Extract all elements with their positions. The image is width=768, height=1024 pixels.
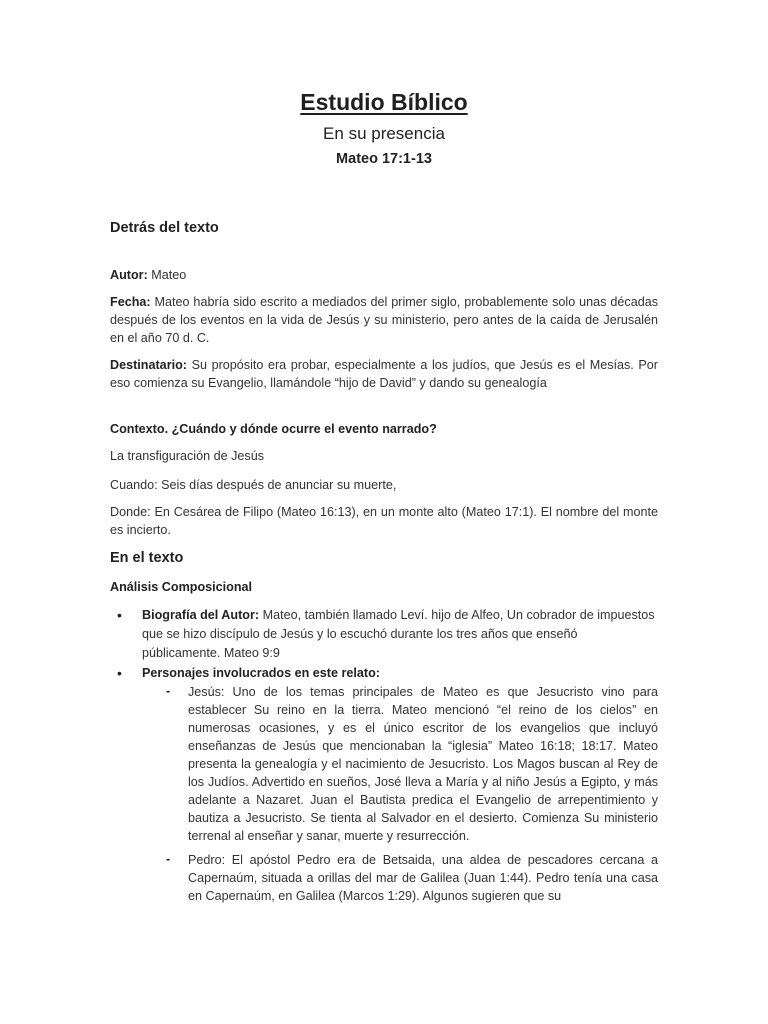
dash-glyph: - [166,684,171,698]
compositional-analysis-heading: Análisis Composicional [110,580,253,594]
bullet-list [110,606,658,683]
author-text: Mateo [147,268,187,282]
date-paragraph [110,293,658,347]
bullet-glyph: • [117,665,122,681]
bullet-text: Mateo, también llamado Leví. hijo de Alfeo, Un cobrador de impuestos que se hizo discípulo de Jesús y lo escuchó durante los tres años que enseñó públicamente. Mateo 9:9 [142,608,655,660]
character-text: Pedro: El apóstol Pedro era de Betsaida, una aldea de pescadores cercana a Capernaúm, situada a orillas del mar de Galilea (Juan 1:44). Pedro tenía una casa en Capernaúm, en Galilea (Marcos 1:29). Algunos sugieren que su [188,853,658,903]
recipient-paragraph [110,356,658,392]
author-label: Autor: [110,268,148,282]
date-label: Fecha: [110,295,151,309]
page-subtitle: En su presencia [323,124,445,143]
bullet-glyph: • [117,607,122,623]
list-item [110,606,658,664]
context-question: Contexto. ¿Cuándo y dónde ocurre el evento narrado? [110,422,437,436]
page-title: Estudio Bíblico [300,89,468,115]
character-text: Jesús: Uno de los temas principales de Mateo es que Jesucristo vino para establecer Su reino en la tierra. Mateo mencionó “el reino de los cielos” en numerosas ocasiones, y es el único escritor de los evangelios que incluyó enseñanzas de Jesús que mencionaban la “iglesia” Mateo 16:18; 18:17. Mateo presenta la genealogía y el nacimiento de Jesucristo. Los Magos buscan al Rey de los Judíos. Advertido en sueños, José lleva a María y al niño Jesús a Egipto, y más adelante a Nazaret. Juan el Bautista predica el Evangelio de arrepentimiento y bautiza a Jesucristo. Se tienta al Salvador en el desierto. Comienza Su ministerio terrenal al enseñar y sanar, muerte y resurrección. [188,685,658,843]
author-paragraph [110,266,658,284]
scripture-reference: Mateo 17:1-13 [336,151,432,167]
date-text: Mateo habría sido escrito a mediados del primer siglo, probablemente solo unas décadas después de los eventos en la vida de Jesús y su ministerio, pero antes de la caída de Jerusalén en el año 70 d. C. [110,295,658,345]
where-paragraph: Donde: En Cesárea de Filipo (Mateo 16:13), en un monte alto (Mateo 17:1). El nombre del monte es incierto. [110,505,658,537]
section-heading-behind-text: Detrás del texto [110,220,219,236]
bullet-label: Biografía del Autor: [142,608,260,622]
character-list [162,683,658,905]
list-item [162,851,658,905]
when-line: Cuando: Seis días después de anunciar su muerte, [110,478,397,492]
transfiguration-line: La transfiguración de Jesús [110,449,265,463]
document-page [110,86,658,903]
recipient-label: Destinatario: [110,358,187,372]
dash-glyph: - [166,852,171,866]
list-item [162,683,658,845]
recipient-text: Su propósito era probar, especialmente a los judíos, que Jesús es el Mesías. Por eso comienza su Evangelio, llamándole “hijo de David” y dando su genealogía [110,358,658,390]
section-heading-in-text: En el texto [110,550,184,566]
bullet-label: Personajes involucrados en este relato: [142,666,380,680]
list-item [110,664,658,683]
